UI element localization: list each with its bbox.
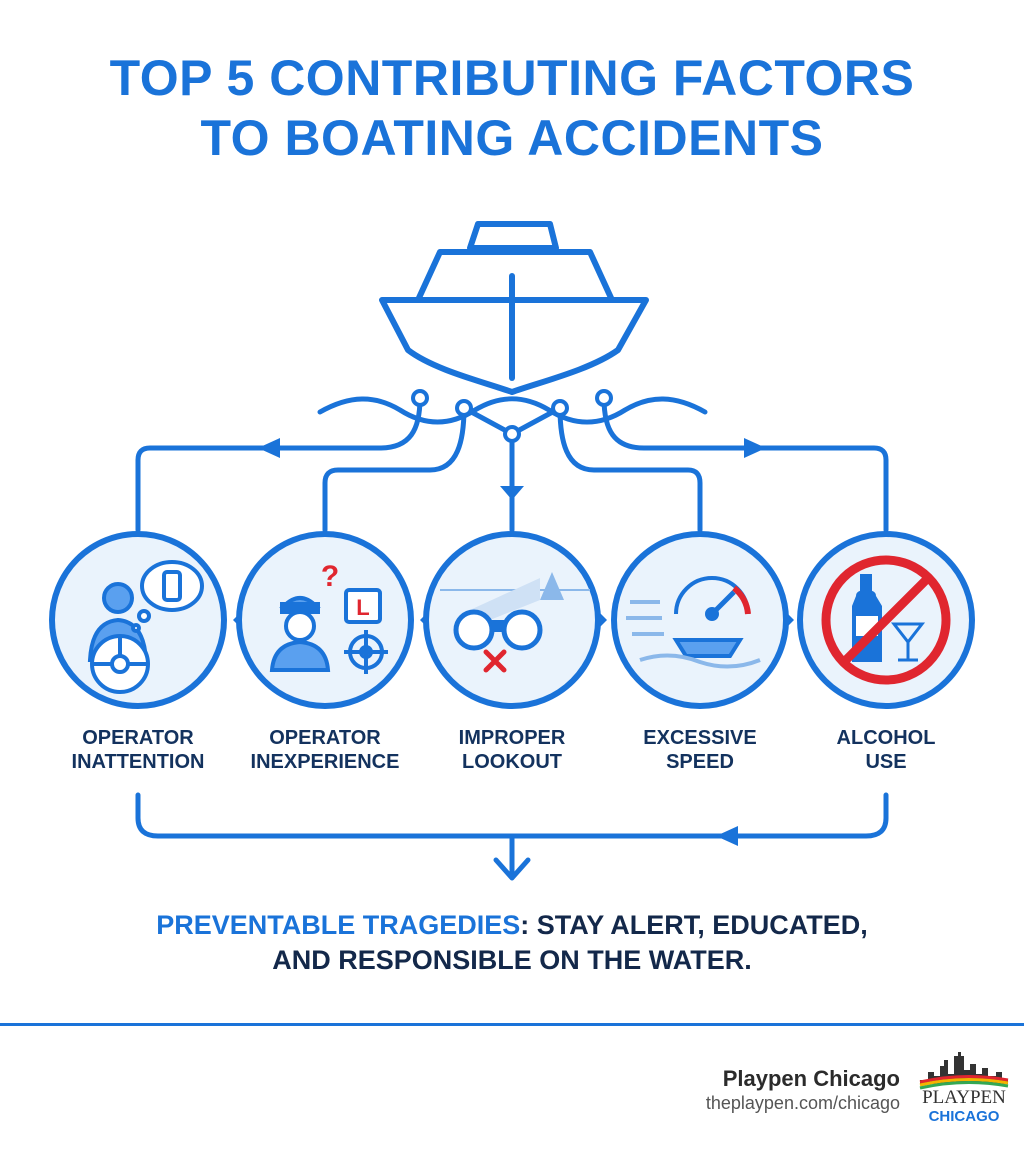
factor-label-alcohol-use: ALCOHOL USE bbox=[836, 727, 936, 773]
tagline bbox=[0, 908, 1024, 978]
brand-url[interactable]: theplaypen.com/chicago bbox=[705, 1093, 900, 1113]
learner-plate-icon: L bbox=[356, 595, 370, 620]
factor-label-improper-lookout: IMPROPER LOOKOUT bbox=[458, 727, 566, 773]
skyline-icon bbox=[918, 1050, 1010, 1090]
question-mark-icon: ? bbox=[320, 560, 340, 593]
tagline-line-2: AND RESPONSIBLE ON THE WATER. bbox=[272, 945, 752, 975]
boat-icon bbox=[320, 224, 705, 422]
title-line-1: TOP 5 CONTRIBUTING FACTORS bbox=[109, 50, 915, 106]
tagline-rest: : STAY ALERT, EDUCATED, bbox=[520, 910, 868, 940]
playpen-chicago-logo[interactable] bbox=[918, 1050, 1010, 1130]
logo-wordmark: PLAYPEN bbox=[922, 1087, 1006, 1108]
brand-name: Playpen Chicago bbox=[722, 1066, 900, 1091]
tagline-highlight: PREVENTABLE TRAGEDIES bbox=[156, 910, 521, 940]
footer-credit bbox=[706, 1066, 900, 1114]
title-line-2: TO BOATING ACCIDENTS bbox=[200, 110, 824, 166]
factor-label-excessive-speed: EXCESSIVE SPEED bbox=[643, 727, 757, 773]
footer-divider bbox=[0, 1023, 1024, 1026]
logo-subtitle: CHICAGO bbox=[928, 1108, 1000, 1125]
factor-label-operator-inexperience: OPERATOR INEXPERIENCE bbox=[250, 727, 400, 773]
factor-label-operator-inattention: OPERATOR INATTENTION bbox=[71, 727, 205, 773]
